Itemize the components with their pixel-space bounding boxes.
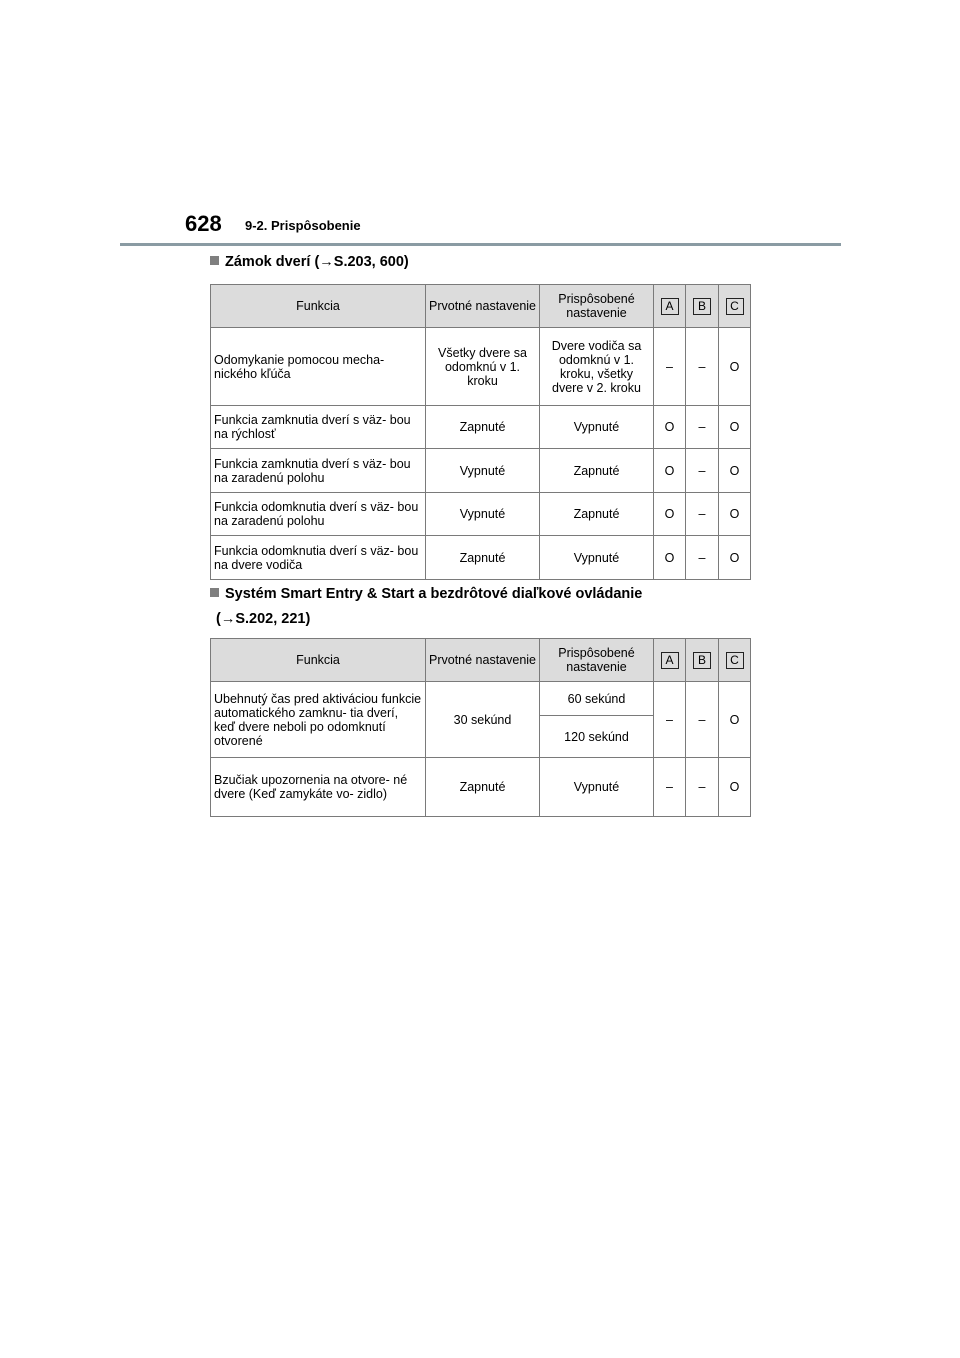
section-heading-line	[210, 582, 642, 607]
square-bullet-icon	[210, 256, 219, 265]
column-header-function: Funkcia	[211, 639, 426, 682]
table-row	[211, 449, 751, 493]
column-header-function: Funkcia	[211, 285, 426, 328]
function-cell: Ubehnutý čas pred aktiváciou funkcie automatického zamknu- tia dverí, keď dvere neboli po odomknutí otvorené	[211, 682, 426, 758]
initial-setting-cell: Všetky dvere sa odomknú v 1. kroku	[426, 328, 540, 406]
custom-setting-cell: Vypnuté	[540, 536, 654, 580]
custom-setting-cell: Vypnuté	[540, 406, 654, 449]
column-header-a	[654, 639, 686, 682]
letter-a-box: A	[661, 652, 679, 669]
table-header-row	[211, 285, 751, 328]
function-cell: Funkcia odomknutia dverí s väz- bou na zaradenú polohu	[211, 493, 426, 536]
a-cell: –	[654, 758, 686, 817]
letter-c-box: C	[726, 298, 744, 315]
function-cell: Funkcia zamknutia dverí s väz- bou na rýchlosť	[211, 406, 426, 449]
initial-setting-cell: 30 sekúnd	[426, 682, 540, 758]
a-cell: O	[654, 493, 686, 536]
section-heading-line	[210, 607, 642, 632]
b-cell: –	[686, 328, 719, 406]
column-header-initial-setting: Prvotné nastavenie	[426, 639, 540, 682]
column-header-a	[654, 285, 686, 328]
function-cell: Bzučiak upozornenia na otvore- né dvere (Keď zamykáte vo- zidlo)	[211, 758, 426, 817]
c-cell: O	[719, 406, 751, 449]
a-cell: –	[654, 328, 686, 406]
section-heading-door-lock	[210, 250, 409, 275]
a-cell: O	[654, 449, 686, 493]
c-cell: O	[719, 493, 751, 536]
column-header-b	[686, 285, 719, 328]
table-row	[211, 328, 751, 406]
letter-b-box: B	[693, 652, 711, 669]
function-cell: Funkcia odomknutia dverí s väz- bou na dvere vodiča	[211, 536, 426, 580]
initial-setting-cell: Vypnuté	[426, 449, 540, 493]
a-cell: –	[654, 682, 686, 758]
initial-setting-cell: Zapnuté	[426, 406, 540, 449]
b-cell: –	[686, 682, 719, 758]
table-row	[211, 758, 751, 817]
c-cell: O	[719, 758, 751, 817]
section-heading-text: Zámok dverí (→S.203, 600)	[225, 254, 409, 270]
letter-a-box: A	[661, 298, 679, 315]
column-header-c	[719, 639, 751, 682]
page-number: 628	[185, 211, 222, 236]
c-cell: O	[719, 536, 751, 580]
custom-setting-cell: Zapnuté	[540, 449, 654, 493]
initial-setting-cell: Zapnuté	[426, 758, 540, 817]
chapter-title: 9-2. Prispôsobenie	[245, 218, 361, 233]
c-cell: O	[719, 328, 751, 406]
letter-b-box: B	[693, 298, 711, 315]
a-cell: O	[654, 536, 686, 580]
custom-setting-cell: 120 sekúnd	[540, 716, 654, 758]
column-header-initial-setting: Prvotné nastavenie	[426, 285, 540, 328]
custom-setting-cell: Dvere vodiča sa odomknú v 1. kroku, všetky dvere v 2. kroku	[540, 328, 654, 406]
custom-setting-cell: 60 sekúnd	[540, 682, 654, 716]
b-cell: –	[686, 536, 719, 580]
section-heading-text: Systém Smart Entry & Start a bezdrôtové diaľkové ovládanie	[225, 586, 643, 602]
square-bullet-icon	[210, 588, 219, 597]
column-header-c	[719, 285, 751, 328]
b-cell: –	[686, 758, 719, 817]
table-row	[211, 536, 751, 580]
custom-setting-cell: Vypnuté	[540, 758, 654, 817]
table-row	[211, 493, 751, 536]
section-heading-smart-entry	[210, 582, 642, 633]
c-cell: O	[719, 449, 751, 493]
smart-entry-settings-table	[210, 638, 751, 817]
column-header-b	[686, 639, 719, 682]
b-cell: –	[686, 449, 719, 493]
function-cell: Funkcia zamknutia dverí s väz- bou na zaradenú polohu	[211, 449, 426, 493]
initial-setting-cell: Vypnuté	[426, 493, 540, 536]
column-header-custom-setting: Prispôsobené nastavenie	[540, 639, 654, 682]
function-cell: Odomykanie pomocou mecha- nického kľúča	[211, 328, 426, 406]
table-row	[211, 682, 751, 716]
section-heading-reference: (→S.202, 221)	[216, 611, 311, 628]
c-cell: O	[719, 682, 751, 758]
table-row	[211, 406, 751, 449]
a-cell: O	[654, 406, 686, 449]
door-lock-settings-table	[210, 284, 751, 580]
b-cell: –	[686, 493, 719, 536]
table-header-row	[211, 639, 751, 682]
b-cell: –	[686, 406, 719, 449]
header-divider	[120, 243, 841, 246]
column-header-custom-setting: Prispôsobené nastavenie	[540, 285, 654, 328]
custom-setting-cell: Zapnuté	[540, 493, 654, 536]
letter-c-box: C	[726, 652, 744, 669]
initial-setting-cell: Zapnuté	[426, 536, 540, 580]
